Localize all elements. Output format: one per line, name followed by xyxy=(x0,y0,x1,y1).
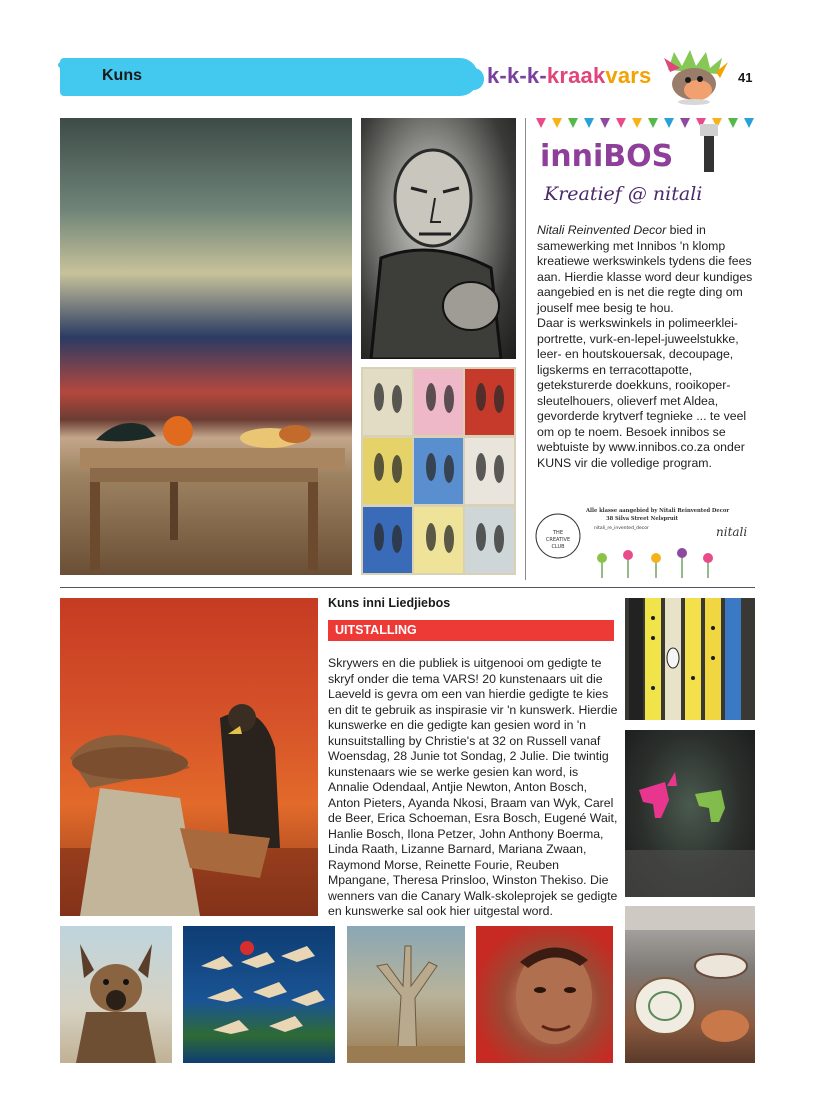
svg-text:THE: THE xyxy=(553,530,563,536)
brand-logo-part-1: k-k-k- xyxy=(487,63,547,88)
right-article-intro-name: Nitali Reinvented Decor xyxy=(537,223,667,237)
right-article-paragraph-2: Daar is werkswinkels in polimeerklei-portrette, vurk-en-lepel-juweelstukke, leer- en houtskouersak, decoupage, ligskerms en terracottapotte, geteksturerde doekkuns, rooikoper-sleutelhouers, olieverf met Aldea, gevorderde krytverf tegnieke ... te veel om op te noem. Besoek innibos se webtuiste by www.innibos.co.za onder KUNS vir die volledige program. xyxy=(537,316,747,470)
sponsor-handle: nitali_re_invented_decor xyxy=(594,526,649,531)
painting-birds-blue xyxy=(183,926,335,1063)
painting-baobab-tree xyxy=(347,926,465,1063)
exhibition-badge: UITSTALLING xyxy=(328,620,614,641)
painting-cowboy-eagle xyxy=(60,598,318,916)
brand-logo-part-3: vars xyxy=(605,63,652,88)
right-article-intro-rest: bied in samewerking met Innibos 'n klomp kreatiewe werkswinkels tydens die fees aan. Hierdie klasse word deur kundiges aangebied en is net die regte ding om jouself mee besig te hou. xyxy=(537,223,753,315)
innibos-kreatief-logo xyxy=(532,118,754,210)
right-column-article xyxy=(537,223,756,471)
painting-wild-dog xyxy=(60,926,172,1063)
pop-art-grid xyxy=(361,367,516,575)
sponsor-line-2: 38 Silva Street Nelspruit xyxy=(606,516,679,522)
article-title: Kuns inni Liedjiebos xyxy=(328,596,451,610)
photo-ceramics xyxy=(625,906,755,1063)
sponsor-banner xyxy=(532,500,754,580)
innibos-logo-bottom-text: Kreatief @ nitali xyxy=(544,183,703,205)
painting-face-portrait xyxy=(476,926,613,1063)
painted-poles xyxy=(625,598,755,720)
sponsor-logo-text: nitali xyxy=(716,525,748,539)
painting-pink-animals xyxy=(625,730,755,897)
horizontal-divider xyxy=(60,587,755,588)
brand-logo xyxy=(487,63,651,89)
section-title: Kuns xyxy=(102,67,142,84)
sponsor-line-1: Alle klasse aangebied by Nitali Reinvented Decor xyxy=(586,508,730,514)
brand-logo-part-2: kraak xyxy=(546,63,606,88)
right-article-paragraph-1 xyxy=(537,223,756,316)
painting-table-still-life xyxy=(60,118,352,575)
middle-article-paragraph: Skrywers en die publiek is uitgenooi om gedigte te skryf onder die tema VARS! 20 kunstenaars uit die Laeveld is gevra om een van hierdie gedigte te kies en dit te gebruik as inspirasie vir 'n kunswerk. Hierdie kunswerke en die gedigte kan gesien word in 'n kunsuitstalling by Christie's at 32 on Russell vanaf Woensdag, 28 Junie tot Sondag, 2 Julie. Die twintig kunstenaars wie se werke gesien kan word, is Annalie Odendaal, Antjie Newton, Anton Bosch, Anton Pieters, Ayanda Nkosi, Braam van Wyk, Carel de Beer, Erica Schoeman, Esra Bosch, Eugené Wait, Hanlie Bosch, Ilona Petzer, John Anthony Boerma, Linda Raath, Lizanne Barnard, Mariana Zwaan, Raymond Morse, Reinette Fourie, Reuben Mpangane, Theresa Prinsloo, Winston Thekiso. Die wenners van die Canary Walk-skoleprojek se gedigte en kunswerke sal ook hier uitgestal word. xyxy=(328,656,618,918)
mascot-icon xyxy=(660,48,730,106)
page-number: 41 xyxy=(738,70,753,85)
column-divider xyxy=(525,118,526,580)
svg-text:CREATIVE: CREATIVE xyxy=(545,537,571,543)
drawing-figure-charcoal xyxy=(361,118,516,359)
innibos-logo-top-text: inniBOS xyxy=(540,139,674,174)
svg-text:CLUB: CLUB xyxy=(551,544,565,550)
